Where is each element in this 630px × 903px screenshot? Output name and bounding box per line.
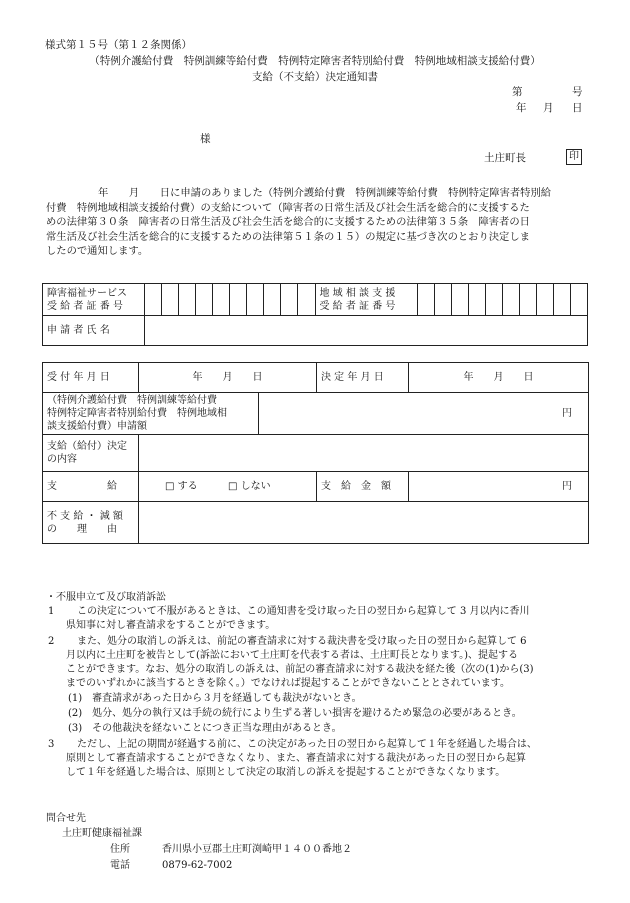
note-3-number: 3 bbox=[48, 739, 55, 750]
recipient-table bbox=[42, 283, 588, 346]
service-cert-number-label: 障害福祉サービス 受 給 者 証 番 号 bbox=[43, 284, 145, 316]
consult-cert-digit[interactable] bbox=[502, 284, 519, 316]
consult-cert-digit[interactable] bbox=[468, 284, 485, 316]
payment-no-checkbox[interactable]: □ しない bbox=[228, 481, 271, 492]
refusal-reason-field[interactable] bbox=[139, 502, 589, 544]
intro-line: 常生活及び社会生活を総合的に支援するための法律第５１条の１５）の規定に基づき次のとおり決定しま bbox=[46, 230, 530, 243]
service-cert-digit[interactable] bbox=[213, 284, 230, 316]
number-dai: 第 bbox=[512, 86, 523, 98]
note-2-sub-item: (2) 処分、処分の執行又は手続の続行により生ずる著しい損害を避けるため緊急の必要があるとき。 bbox=[68, 708, 522, 719]
note-3-line: 原則として審査請求することができなくなり、また、審査請求に対する裁決があった日の翌日から起算 bbox=[66, 753, 526, 764]
note-3-line: して１年を経過した場合は、原則として決定の取消しの訴えを提起することができなくなります。 bbox=[66, 767, 506, 778]
decision-content-field[interactable] bbox=[139, 435, 589, 472]
document-title: 支給（不支給）決定通知書 bbox=[252, 71, 378, 83]
note-2-sub-item: (1) 審査請求があった日から３月を経過しても裁決がないとき。 bbox=[68, 693, 362, 704]
consult-cert-digit[interactable] bbox=[536, 284, 553, 316]
seal-stamp: 印 bbox=[566, 149, 582, 165]
contact-address: 香川県小豆郡土庄町渕崎甲１４００番地２ bbox=[162, 844, 352, 855]
service-cert-digit[interactable] bbox=[145, 284, 162, 316]
service-cert-digit[interactable] bbox=[162, 284, 179, 316]
applied-amount-label: （特例介護給付費 特例訓練等給付費 特例特定障害者特別給付費 特例地域相 談支援給付費）申請額 bbox=[43, 393, 259, 435]
payment-amount-field[interactable] bbox=[409, 472, 589, 502]
service-cert-digit[interactable] bbox=[264, 284, 281, 316]
applicant-name-label: 申 請 者 氏 名 bbox=[43, 316, 145, 346]
intro-line: 付費 特例地域相談支援給付費）の支給について（障害者の日常生活及び社会生活を総合的に支援するた bbox=[46, 201, 530, 214]
note-2-number: 2 bbox=[48, 636, 55, 647]
intro-line: 年 月 日に申請のありました（特例介護給付費 特例訓練等給付費 特例特定障害者特別給 bbox=[98, 187, 552, 199]
payment-yes-checkbox[interactable]: □ する bbox=[165, 481, 198, 492]
consult-cert-digit[interactable] bbox=[451, 284, 468, 316]
consult-cert-digit[interactable] bbox=[485, 284, 502, 316]
note-1-number: 1 bbox=[48, 606, 55, 617]
note-2-line: 月以内に土庄町を被告として(訴訟において土庄町を代表する者は、土庄町長となります。)、提起する bbox=[66, 650, 519, 661]
applied-amount-field[interactable] bbox=[259, 393, 589, 435]
service-cert-digit[interactable] bbox=[247, 284, 264, 316]
applicant-name-field[interactable] bbox=[145, 316, 588, 346]
number-go: 号 bbox=[572, 86, 583, 98]
decision-date-field[interactable]: 年 月 日 bbox=[409, 363, 589, 393]
refusal-reason-label: 不 支 給 ・ 減 額 の 理 由 bbox=[43, 502, 139, 544]
contact-heading: 問合せ先 bbox=[46, 813, 86, 824]
consult-cert-digit[interactable] bbox=[553, 284, 570, 316]
recipient-suffix: 様 bbox=[200, 133, 211, 145]
note-2-sub-item: (3) その他裁決を経ないことにつき正当な理由があるとき。 bbox=[68, 723, 342, 734]
note-2-line: また、処分の取消しの訴えは、前記の審査請求に対する裁決書を受け取った日の翌日から起算して 6 bbox=[77, 636, 527, 647]
intro-paragraph bbox=[46, 186, 591, 259]
date-year: 年 bbox=[516, 102, 527, 114]
service-cert-digit[interactable] bbox=[281, 284, 298, 316]
service-cert-digit[interactable] bbox=[196, 284, 213, 316]
form-number: 様式第１５号（第１２条関係） bbox=[45, 39, 192, 51]
note-3-line: ただし、上記の期間が経過する前に、この決定があった日の翌日から起算して１年を経過した場合は、 bbox=[77, 739, 537, 750]
payment-label: 支 給 bbox=[43, 472, 139, 502]
service-cert-digit[interactable] bbox=[230, 284, 247, 316]
note-2-line: までのいずれかに該当するときを除く。）でなければ提起することができないこととされています。 bbox=[66, 678, 510, 689]
contact-department: 土庄町健康福祉課 bbox=[62, 828, 142, 839]
decision-date-label: 決 定 年 月 日 bbox=[317, 363, 409, 393]
yen-unit: 円 bbox=[562, 481, 572, 492]
consult-cert-number-label: 地 域 相 談 支 援 受 給 者 証 番 号 bbox=[315, 284, 417, 316]
received-date-field[interactable]: 年 月 日 bbox=[139, 363, 317, 393]
intro-line: めの法律第３０条 障害者の日常生活及び社会生活を総合的に支援するための法律第３５条 障害者の日 bbox=[46, 216, 530, 229]
consult-cert-digit[interactable] bbox=[570, 284, 587, 316]
yen-unit: 円 bbox=[562, 408, 572, 419]
consult-cert-digit[interactable] bbox=[434, 284, 451, 316]
service-cert-digit[interactable] bbox=[179, 284, 196, 316]
contact-phone: 0879-62-7002 bbox=[162, 860, 233, 871]
issuer-name: 土庄町長 bbox=[484, 152, 526, 164]
payment-amount-label: 支 給 金 額 bbox=[317, 472, 409, 502]
consult-cert-digit[interactable] bbox=[417, 284, 434, 316]
contact-address-label: 住所 bbox=[110, 844, 130, 855]
date-month: 月 bbox=[543, 102, 554, 114]
received-date-label: 受 付 年 月 日 bbox=[43, 363, 139, 393]
payment-options bbox=[139, 472, 317, 502]
contact-phone-label: 電話 bbox=[110, 860, 130, 871]
date-day: 日 bbox=[572, 102, 583, 114]
note-1-line: この決定について不服があるときは、この通知書を受け取った日の翌日から起算して 3 月以内に香川 bbox=[77, 606, 530, 617]
document-subtitle: （特例介護給付費 特例訓練等給付費 特例特定障害者特別給付費 特例地域相談支援給付費） bbox=[89, 55, 541, 67]
note-2-line: ことができます。なお、処分の取消しの訴えは、前記の審査請求に対する裁決を経た後（次の(1)から(3) bbox=[66, 664, 534, 675]
consult-cert-digit[interactable] bbox=[519, 284, 536, 316]
decision-table bbox=[42, 362, 589, 544]
note-1-line: 県知事に対し審査請求をすることができます。 bbox=[66, 620, 276, 631]
service-cert-digit[interactable] bbox=[298, 284, 315, 316]
decision-content-label: 支給（給付）決定 の内容 bbox=[43, 435, 139, 472]
intro-line: したので通知します。 bbox=[46, 245, 149, 258]
notes-heading: ・不服申立て及び取消訴訟 bbox=[46, 592, 166, 603]
